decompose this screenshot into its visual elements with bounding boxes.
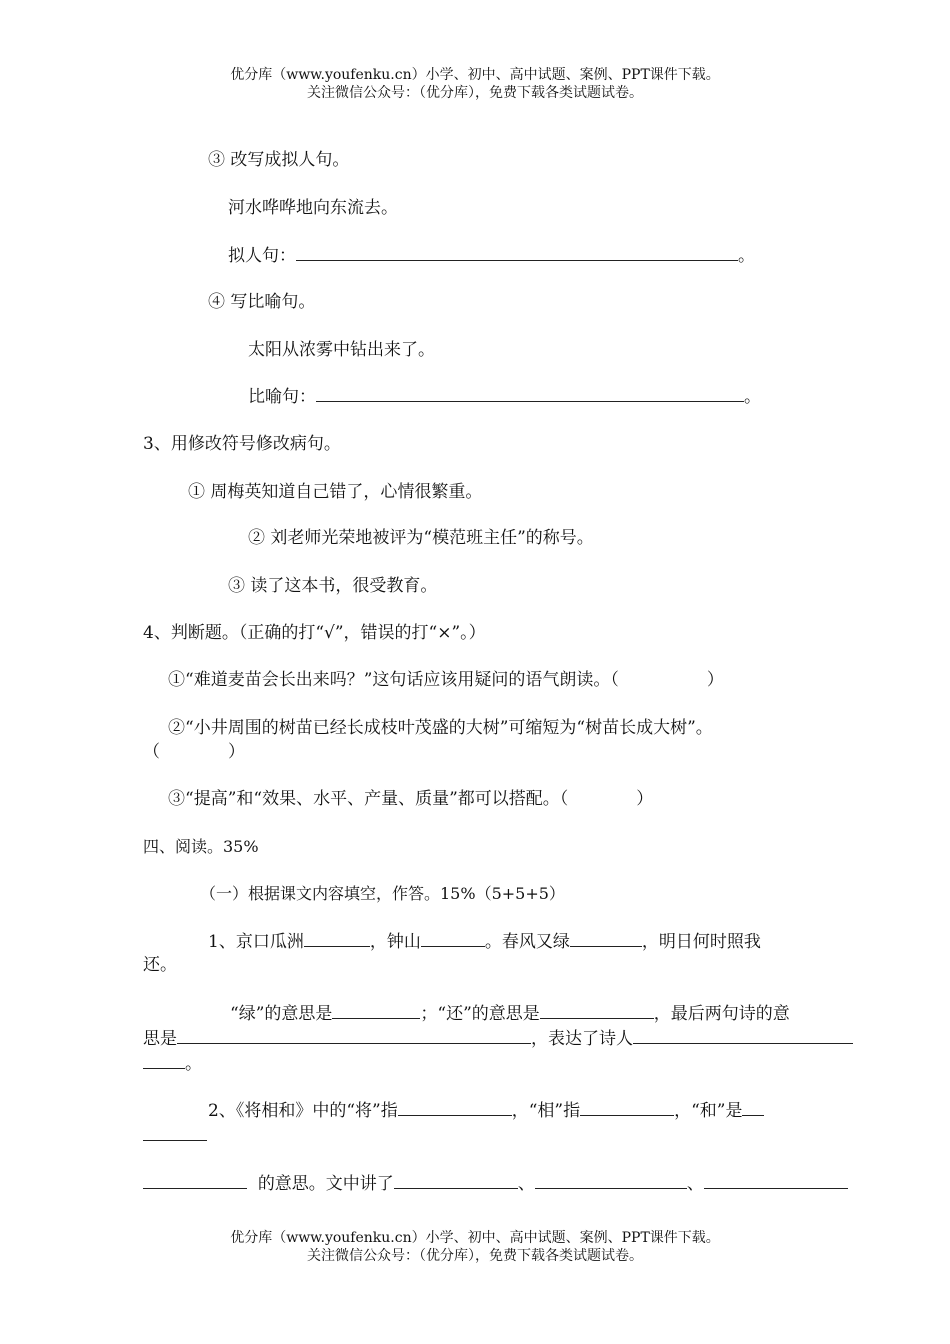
q4-metaphor-answer-line: [248, 386, 761, 407]
q4-metaphor-end: 。: [744, 387, 761, 407]
header-line-2: 关注微信公众号：（优分库），免费下载各类试题试卷。: [307, 85, 643, 101]
q2-general-blank[interactable]: [398, 1100, 512, 1116]
header-line-1: 优分库（www.youfenku.cn）小学、初中、高中试题、案例、PPT课件下载。: [230, 67, 720, 83]
reading-q1-line-5: 。: [143, 1053, 202, 1074]
q1-blank-2[interactable]: [421, 931, 485, 947]
q4-metaphor-label: 比喻句：: [248, 387, 316, 407]
section4-item-1: ①“难道麦苗会长出来吗？”这句话应该用疑问的语气朗读。（ ）: [168, 670, 724, 690]
q2-harmony-blank[interactable]: [742, 1100, 764, 1116]
q1-poet-feeling-blank-cont[interactable]: [143, 1053, 185, 1069]
reading-sub-title: （一）根据课文内容填空，作答。15%（5+5+5）: [200, 884, 565, 903]
section4-item-3: ③“提高”和“效果、水平、产量、质量”都可以搭配。（ ）: [168, 789, 654, 809]
q3-personify-title: ③ 改写成拟人句。: [208, 150, 350, 170]
reading-q2-line-3: 的意思。文中讲了 、 、: [143, 1173, 848, 1194]
q2-harmony-blank-cont[interactable]: [143, 1125, 207, 1141]
q3-personify-answer-line: [228, 245, 755, 266]
q1-meaning-green-blank[interactable]: [332, 1003, 420, 1019]
reading-q1-line-1: 1、京口瓜洲 ，钟山 。春风又绿 ，明日何时照我: [208, 932, 761, 952]
section4-item-2-paren: （ ）: [143, 742, 245, 762]
q2-meaning-blank[interactable]: [143, 1173, 247, 1189]
section3-item-2: ② 刘老师光荣地被评为“模范班主任”的称号。: [248, 528, 594, 548]
q3-personify-label: 拟人句：: [228, 246, 296, 266]
section4-title: 4、判断题。（正确的打“√”，错误的打“×”。）: [143, 623, 486, 643]
q4-metaphor-title: ④ 写比喻句。: [208, 292, 316, 312]
q2-story-blank-3[interactable]: [704, 1173, 848, 1189]
reading-q1-line-2: 还。: [143, 955, 177, 975]
footer-line-2: 关注微信公众号：（优分库），免费下载各类试题试卷。: [307, 1248, 643, 1264]
q1-poet-feeling-blank[interactable]: [633, 1028, 853, 1044]
q2-story-blank-1[interactable]: [394, 1173, 518, 1189]
section3-item-3: ③ 读了这本书，很受教育。: [228, 576, 438, 596]
q4-metaphor-sentence: 太阳从浓雾中钻出来了。: [248, 340, 435, 360]
q3-personify-blank[interactable]: [296, 245, 738, 261]
section3-title: 3、用修改符号修改病句。: [143, 434, 341, 454]
section3-item-1: ① 周梅英知道自己错了，心情很繁重。: [188, 482, 483, 502]
reading-title: 四、阅读。35%: [143, 837, 259, 856]
q3-personify-end: 。: [738, 246, 755, 266]
q3-personify-sentence: 河水哗哗地向东流去。: [228, 198, 398, 218]
q1-poem-meaning-blank[interactable]: [177, 1028, 531, 1044]
footer-line-1: 优分库（www.youfenku.cn）小学、初中、高中试题、案例、PPT课件下载。: [230, 1230, 720, 1246]
q1-blank-3[interactable]: [570, 931, 642, 947]
q4-metaphor-blank[interactable]: [316, 386, 744, 402]
q1-meaning-return-blank[interactable]: [540, 1003, 654, 1019]
q1-blank-1[interactable]: [304, 931, 370, 947]
q2-minister-blank[interactable]: [580, 1100, 674, 1116]
q2-story-blank-2[interactable]: [535, 1173, 687, 1189]
reading-q2-line-1: 2、《将相和》中的“将”指 ，“相”指 ，“和”是: [208, 1100, 764, 1121]
section4-item-2: ②“小井周围的树苗已经长成枝叶茂盛的大树”可缩短为“树苗长成大树”。: [168, 718, 713, 738]
reading-q1-line-3: “绿”的意思是 ；“还”的意思是 ，最后两句诗的意: [230, 1004, 790, 1024]
reading-q2-line-2: [143, 1125, 207, 1146]
reading-q1-line-4: 思是 ，表达了诗人: [143, 1028, 853, 1049]
